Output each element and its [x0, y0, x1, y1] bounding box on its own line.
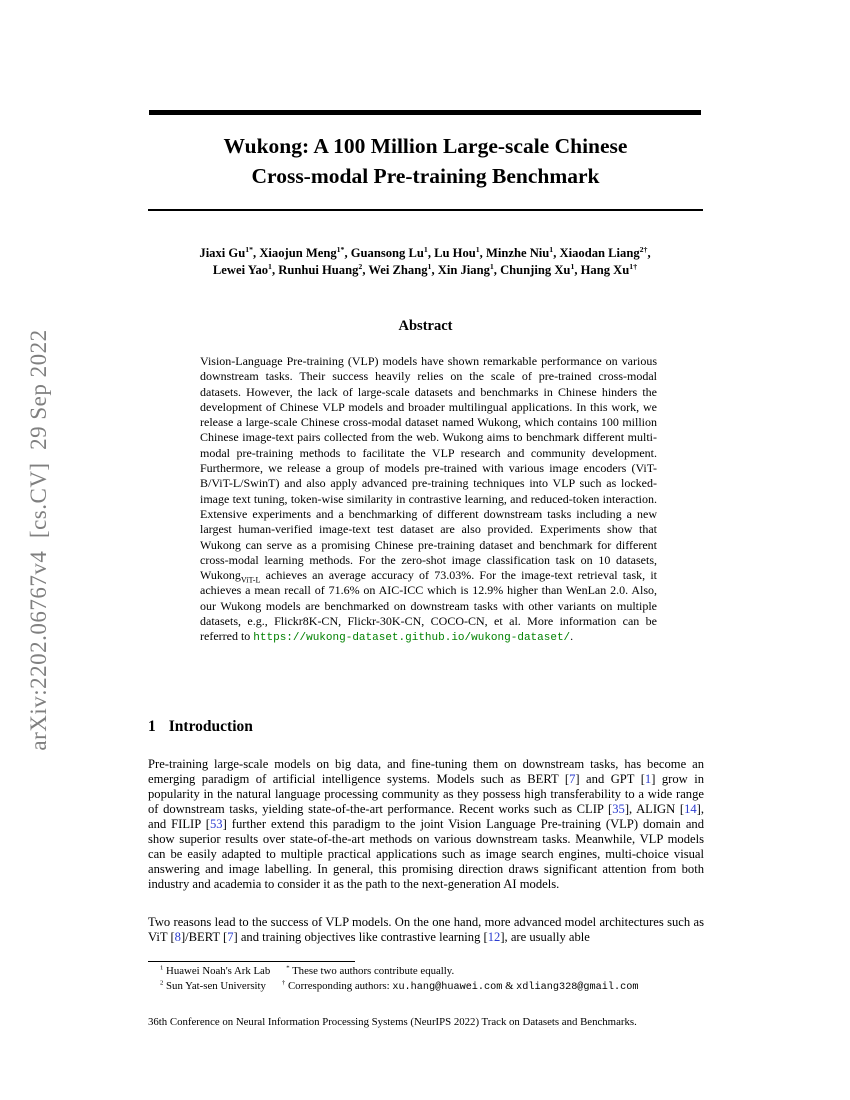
text-sup: 1*	[336, 244, 345, 254]
text-run: ] further extend this paradigm to the joint Vision Language Pre-training (VLP) domain and show superior results over state-of-the-art methods on various downstream tasks. Meanwhile, VLP models can be easily adapted to multiple practical applications such as image search engines, multi-choice visual answering and image labelling. In general, this promising direction draws significant attention from both industry and academia to consider it as the path to the next-generation AI models.	[148, 817, 705, 891]
text-run: , Wei Zhang	[362, 262, 428, 277]
text-sup: 1	[423, 244, 428, 254]
text-sup: 2	[160, 978, 164, 986]
arxiv-watermark: arXiv:2202.06767v4 [cs.CV] 29 Sep 2022	[26, 329, 51, 751]
email-xdliang: xdliang328@gmail.com	[516, 981, 639, 993]
text-run: ] and GPT [	[575, 772, 645, 786]
title-rule-bottom	[148, 209, 703, 211]
text-run: , Lu Hou	[427, 246, 476, 260]
section-heading-introduction	[148, 718, 253, 736]
intro-paragraph-2	[148, 915, 704, 945]
text-run: Corresponding authors:	[285, 979, 393, 992]
text-run: Vision-Language Pre-training (VLP) models have shown remarkable performance on various downstream tasks. Their success heavily relies on the scale of pre-trained cross-modal datasets. However, the lack of large-scale datasets and benchmarks in Chinese hinders the development of Chinese VLP models and broader multilingual applications. In this work, we release a large-scale Chinese cross-modal dataset named Wukong, which contains 100 million Chinese image-text pairs collected from the web. Wukong aims to benchmark different multi-modal pre-training methods to facilitate the VLP research and community development. Furthermore, we release a group of models pre-trained with various image encoders (ViT-B/ViT-L/SwinT) and also apply advanced pre-training techniques into VLP such as locked-image text tuning, token-wise similarity in contrastive learning, and reduced-token interaction. Extensive experiments and a benchmarking of different downstream tasks including a new largest human-verified image-text test dataset are also provided. Experiments show that Wukong can serve as a promising Chinese pre-training dataset and benchmark for different cross-modal learning methods. For the zero-shot image classification task on 10 datasets, Wukong	[200, 354, 657, 583]
text-sup: 2	[358, 261, 363, 271]
paper-title	[125, 131, 726, 191]
text-run: Huawei Noah's Ark Lab	[163, 965, 271, 977]
text-sup: 1	[160, 964, 164, 972]
author-list	[110, 245, 740, 278]
text-sup: 1	[427, 261, 432, 271]
citation-14[interactable]: 14	[684, 802, 697, 816]
intro-paragraph-1	[148, 757, 704, 892]
text-sub: ViT-L	[240, 575, 261, 585]
conference-footer: 36th Conference on Neural Information Processing Systems (NeurIPS 2022) Track on Datasets and Benchmarks.	[148, 1016, 637, 1028]
text-sup: 1	[268, 261, 272, 271]
text-run: Sun Yat-sen University	[163, 979, 266, 992]
text-run: , Minzhe Niu	[479, 246, 550, 260]
text-sup: 1†	[629, 261, 638, 271]
footnote-line-1	[160, 964, 708, 979]
author-line-2	[110, 262, 740, 279]
footnote-rule	[148, 961, 355, 962]
citation-7[interactable]: 7	[227, 930, 234, 944]
text-sup: 1	[570, 261, 575, 271]
citation-53[interactable]: 53	[209, 817, 223, 831]
text-run: These two authors contribute equally.	[289, 965, 455, 977]
citation-1[interactable]: 1	[644, 772, 652, 786]
wukong-dataset-url[interactable]: https://wukong-dataset.github.io/wukong-dataset/	[253, 632, 571, 645]
text-run: , Xiaodan Liang	[553, 246, 640, 260]
author-line-1	[110, 245, 740, 262]
section-title: Introduction	[168, 718, 253, 735]
abstract-heading: Abstract	[398, 318, 453, 334]
text-run: achieves an average accuracy of 73.03%. For the image-text retrieval task, it achieves a mean recall of 71.6% on AIC-ICC which is 12.9% higher than WenLan 2.0. Also, our Wukong models are benchmarked on downstream tasks with other variants on multiple datasets, e.g., Flickr8K-CN, Flickr-30K-CN, COCO-CN, et al. More information can be referred to	[200, 568, 657, 644]
title-line-2: Cross-modal Pre-training Benchmark	[251, 164, 600, 188]
text-run: , Xin Jiang	[431, 262, 490, 277]
section-number: 1	[148, 718, 156, 735]
citation-12[interactable]: 12	[487, 930, 501, 944]
text-sup: *	[286, 964, 290, 972]
text-run: ,	[647, 246, 651, 260]
text-run: ], are usually able	[500, 930, 590, 944]
text-run: Two reasons lead to the success of VLP models. On the one hand, more advanced model architectures such as ViT [	[148, 915, 704, 944]
text-run: ], and FILIP [	[148, 802, 704, 831]
text-run: , Hang Xu	[574, 262, 630, 277]
footnotes	[160, 964, 708, 995]
text-run: Pre-training large-scale models on big data, and fine-tuning them on downstream tasks, has become an emerging paradigm of artificial intelligence systems. Models such as BERT [	[148, 757, 704, 786]
text-sup: 1	[475, 244, 480, 254]
text-sup: 1	[549, 244, 554, 254]
citation-35[interactable]: 35	[612, 802, 625, 816]
abstract-text	[200, 354, 657, 647]
text-run: , Xiaojun Meng	[253, 246, 337, 260]
citation-8[interactable]: 8	[174, 930, 181, 944]
citation-7[interactable]: 7	[569, 772, 576, 786]
title-rule-top	[149, 110, 701, 115]
text-run: , Guansong Lu	[344, 246, 424, 260]
footnote-line-2	[160, 979, 708, 996]
text-sup: 1	[489, 261, 494, 271]
text-run: .	[570, 629, 574, 644]
text-run: Lewei Yao	[212, 262, 269, 277]
title-line-1: Wukong: A 100 Million Large-scale Chinese	[223, 134, 628, 158]
email-xu-hang: xu.hang@huawei.com	[392, 981, 503, 993]
text-sup: 1*	[245, 244, 254, 254]
text-run: Jiaxi Gu	[199, 246, 246, 260]
text-run: ] and training objectives like contrastive learning [	[233, 930, 488, 944]
text-run: &	[502, 979, 517, 992]
text-run: , Chunjing Xu	[493, 262, 571, 277]
text-run: , Runhui Huang	[271, 262, 359, 277]
text-run: ], ALIGN [	[624, 802, 685, 816]
text-sup: 2†	[639, 244, 648, 254]
text-run: ]/BERT [	[180, 930, 228, 944]
text-run: ] grow in popularity in the natural language processing community as they possess high transferability to a wide range of downstream tasks, yielding state-of-the-art performance. Recent works such as CLIP [	[148, 772, 704, 816]
text-sup: †	[281, 978, 286, 986]
